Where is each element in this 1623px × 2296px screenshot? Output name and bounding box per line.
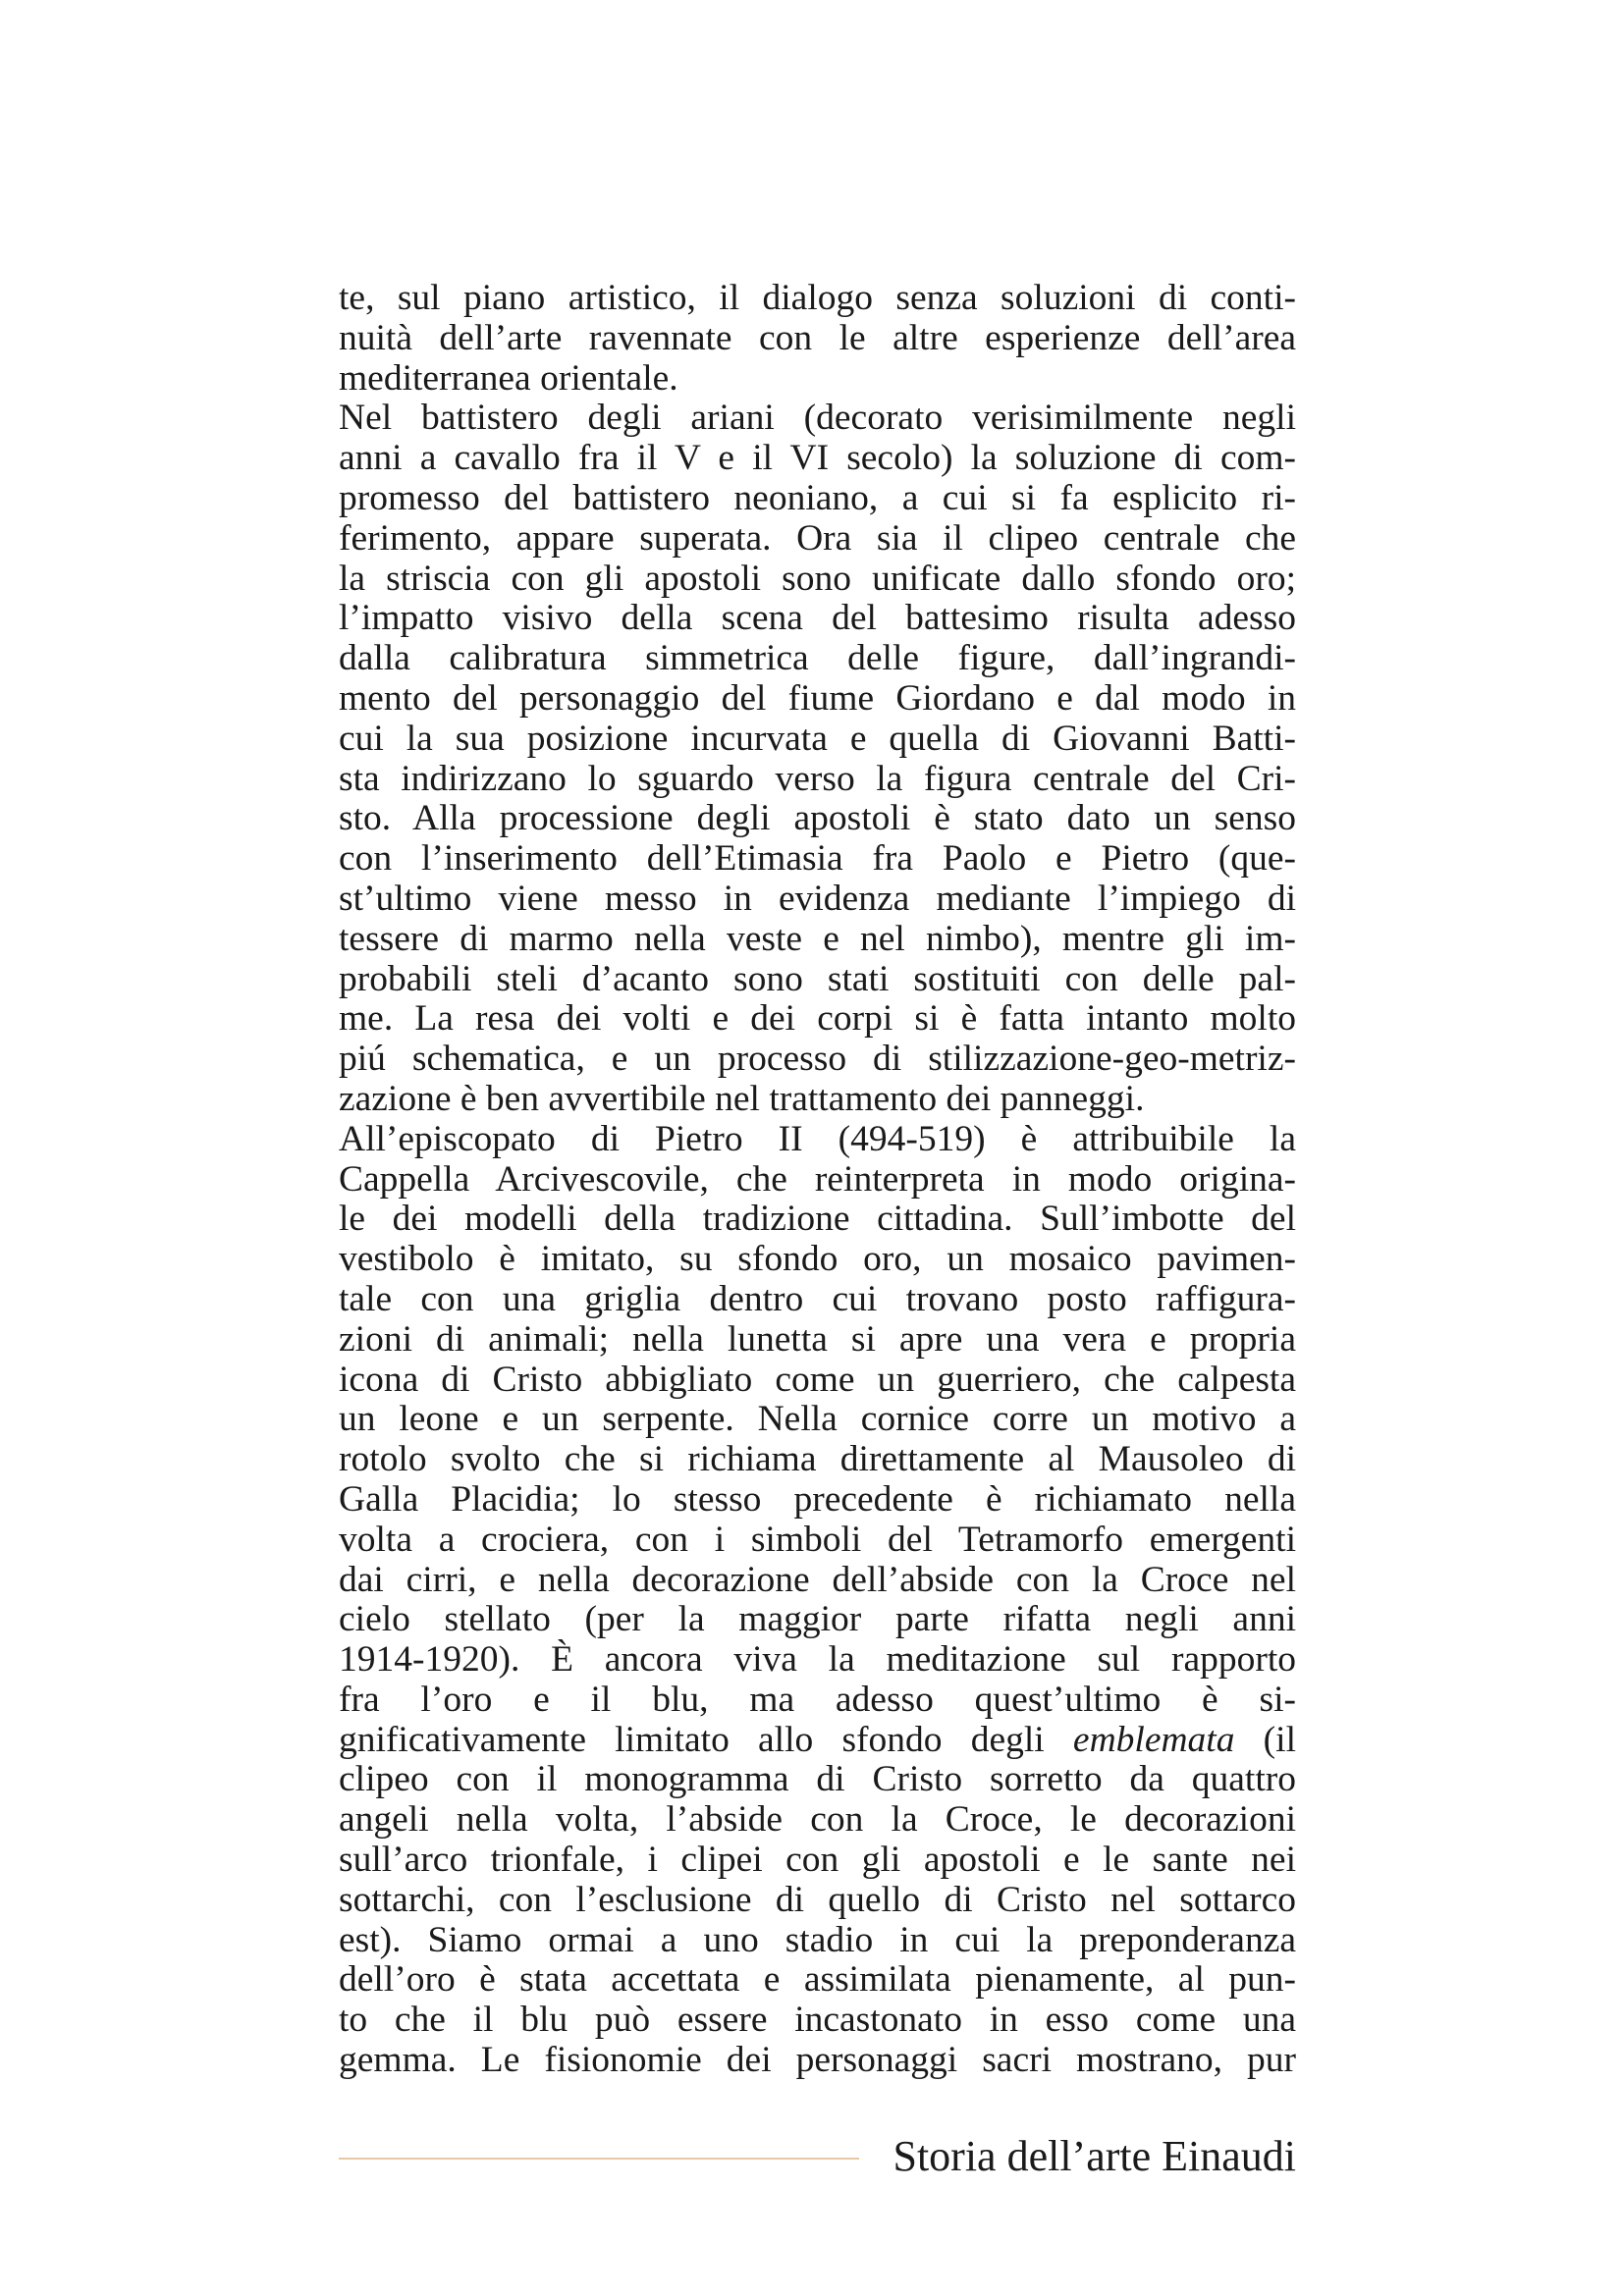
text-line: l’impatto visivo della scena del battesimo risulta adesso: [339, 598, 1296, 639]
text-line: All’episcopato di Pietro II (494-519) è attribuibile la: [339, 1118, 1296, 1159]
text-line: ferimento, appare superata. Ora sia il clipeo centrale che: [339, 517, 1296, 559]
text-line: 1914-1920). È ancora viva la meditazione sul rapporto: [339, 1639, 1296, 1681]
text-line: Cappella Arcivescovile, che reinterpreta in modo origina-: [339, 1158, 1296, 1200]
text-line: con l’inserimento dell’Etimasia fra Paolo e Pietro (que-: [339, 838, 1296, 880]
text-line: tessere di marmo nella veste e nel nimbo), mentre gli im-: [339, 918, 1296, 959]
text-line: probabili steli d’acanto sono stati sostituiti con delle pal-: [339, 958, 1296, 999]
text-line: piú schematica, e un processo di stilizzazione-geo-metriz-: [339, 1039, 1296, 1080]
text-line: un leone e un serpente. Nella cornice corre un motivo a: [339, 1399, 1296, 1440]
text-line: clipeo con il monogramma di Cristo sorretto da quattro: [339, 1759, 1296, 1800]
text-line: gemma. Le fisionomie dei personaggi sacri mostrano, pur: [339, 2040, 1296, 2081]
text-line: dalla calibratura simmetrica delle figure, dall’ingrandi-: [339, 638, 1296, 679]
text-line: sull’arco trionfale, i clipei con gli apostoli e le sante nei: [339, 1840, 1296, 1881]
text-line: angeli nella volta, l’abside con la Croce, le decorazioni: [339, 1799, 1296, 1841]
text-line: la striscia con gli apostoli sono unificate dallo sfondo oro;: [339, 558, 1296, 599]
text-line: volta a crociera, con i simboli del Tetramorfo emergenti: [339, 1519, 1296, 1560]
text-line: Nel battistero degli ariani (decorato verisimilmente negli: [339, 398, 1296, 439]
text-line: sto. Alla processione degli apostoli è stato dato un senso: [339, 798, 1296, 839]
text-line: te, sul piano artistico, il dialogo senza soluzioni di conti-: [339, 278, 1296, 318]
text-line: dai cirri, e nella decorazione dell’abside con la Croce nel: [339, 1559, 1296, 1600]
text-line: anni a cavallo fra il V e il VI secolo) la soluzione di com-: [339, 438, 1296, 479]
footer-title: Storia dell’arte Einaudi: [893, 2132, 1296, 2180]
text-line: cui la sua posizione incurvata e quella di Giovanni Batti-: [339, 718, 1296, 759]
text-line: Galla Placidia; lo stesso precedente è richiamato nella: [339, 1478, 1296, 1520]
footer-rule: [339, 2158, 859, 2160]
text-line: fra l’oro e il blu, ma adesso quest’ultimo è si-: [339, 1679, 1296, 1720]
text-line: promesso del battistero neoniano, a cui si fa esplicito ri-: [339, 477, 1296, 518]
text-line: est). Siamo ormai a uno stadio in cui la preponderanza: [339, 1919, 1296, 1960]
text-line: icona di Cristo abbigliato come un guerriero, che calpesta: [339, 1359, 1296, 1400]
text-line: le dei modelli della tradizione cittadina. Sull’imbotte del: [339, 1199, 1296, 1240]
text-line: st’ultimo viene messo in evidenza mediante l’impiego di: [339, 878, 1296, 919]
text-line: me. La resa dei volti e dei corpi si è fatta intanto molto: [339, 998, 1296, 1040]
text-line: gnificativamente limitato allo sfondo degli emblemata (il: [339, 1719, 1296, 1760]
text-line: tale con una griglia dentro cui trovano posto raffigura-: [339, 1278, 1296, 1319]
text-line: cielo stellato (per la maggior parte rifatta negli anni: [339, 1599, 1296, 1640]
text-line: sta indirizzano lo sguardo verso la figura centrale del Cri-: [339, 758, 1296, 799]
text-line: zioni di animali; nella lunetta si apre una vera e propria: [339, 1318, 1296, 1360]
text-line: vestibolo è imitato, su sfondo oro, un mosaico pavimen-: [339, 1239, 1296, 1280]
text-line: mediterranea orientale.: [339, 357, 678, 399]
text-line: to che il blu può essere incastonato in esso come una: [339, 2000, 1296, 2041]
text-line: dell’oro è stata accettata e assimilata pienamente, al pun-: [339, 1959, 1296, 2001]
text-line: zazione è ben avvertibile nel trattamento dei panneggi.: [339, 1078, 1145, 1119]
text-line: mento del personaggio del fiume Giordano e dal modo in: [339, 677, 1296, 719]
text-line: rotolo svolto che si richiama direttamente al Mausoleo di: [339, 1439, 1296, 1480]
text-line: sottarchi, con l’esclusione di quello di Cristo nel sottarco: [339, 1879, 1296, 1920]
body-text: [339, 279, 1296, 2081]
text-line: nuità dell’arte ravennate con le altre esperienze dell’area: [339, 317, 1296, 358]
